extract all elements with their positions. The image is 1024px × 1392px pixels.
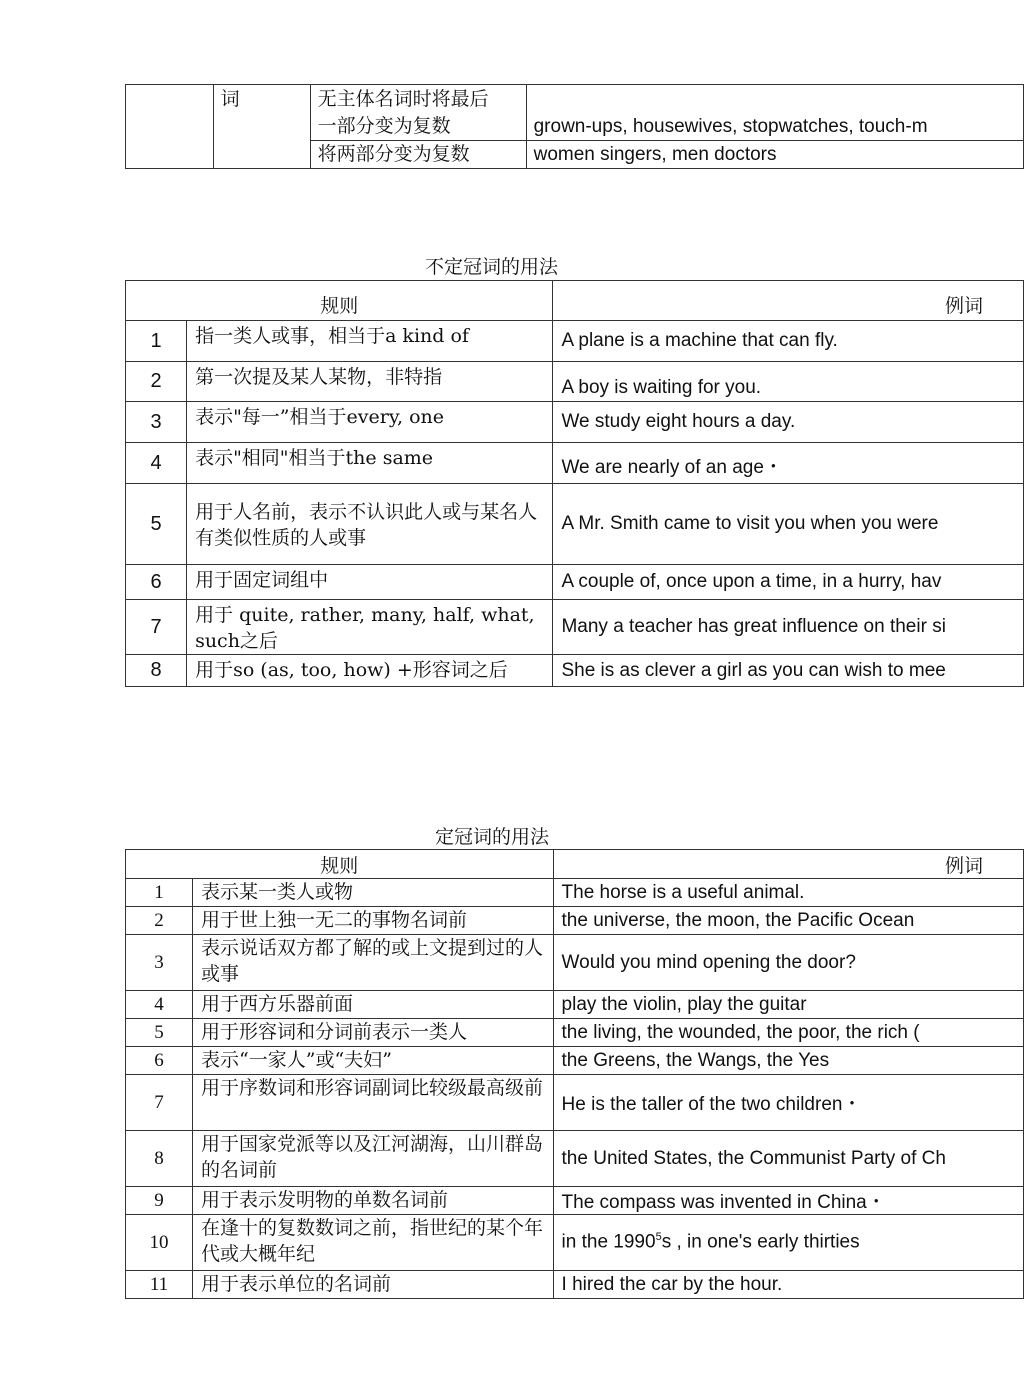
header-row	[126, 850, 1024, 879]
example-text-pre: in the 1990	[561, 1231, 656, 1253]
table-row	[126, 321, 1024, 362]
table-row	[126, 1019, 1024, 1047]
example-text: A plane is a machine that can fly.	[553, 321, 1024, 362]
indefinite-table-caption: 不定冠词的用法	[425, 256, 559, 278]
table-row	[126, 991, 1024, 1019]
rule-text: 用于固定词组中	[187, 565, 553, 600]
row-number: 11	[126, 1271, 193, 1299]
example-text: Would you mind opening the door?	[553, 935, 1023, 991]
example-text: the United States, the Communist Party of Ch	[553, 1131, 1023, 1187]
rule-text: 表示说话双方都了解的或上文提到过的人或事	[193, 935, 553, 991]
example-text: He is the taller of the two children・	[553, 1075, 1023, 1131]
table-row	[126, 1075, 1024, 1131]
category-cell	[213, 85, 310, 169]
rule-text: 表示"相同"相当于the same	[187, 443, 553, 484]
row-number: 5	[126, 1019, 193, 1047]
table-row	[126, 1131, 1024, 1187]
header-row	[126, 281, 1024, 321]
example-text: A boy is waiting for you.	[553, 362, 1024, 402]
example-text: A couple of, once upon a time, in a hurry, hav	[553, 565, 1024, 600]
rule-text: 表示"每一”相当于every, one	[187, 402, 553, 443]
example-text: The compass was invented in China・	[553, 1187, 1023, 1215]
rule-text: 指一类人或事，相当于a kind of	[187, 321, 553, 362]
rule-text: 在逢十的复数数词之前，指世纪的某个年代或大概年纪	[193, 1215, 553, 1271]
rule-text: 用于序数词和形容词副词比较级最高级前	[193, 1075, 553, 1131]
header-rule: 规则	[126, 281, 553, 321]
row-number: 2	[126, 362, 187, 402]
rule-cell	[310, 141, 526, 169]
rule-text: 用于西方乐器前面	[193, 991, 553, 1019]
row-number: 6	[126, 1047, 193, 1075]
rule-line: 将两部分变为复数	[317, 143, 470, 165]
example-text: grown-ups, housewives, stopwatches, touch-m	[533, 116, 928, 137]
example-text: She is as clever a girl as you can wish to mee	[553, 655, 1024, 687]
row-number: 5	[126, 484, 187, 565]
example-text: the living, the wounded, the poor, the rich (	[553, 1019, 1023, 1047]
empty-cell	[126, 85, 214, 169]
rule-text: 用于表示发明物的单数名词前	[193, 1187, 553, 1215]
header-rule: 规则	[126, 850, 554, 879]
row-number: 6	[126, 565, 187, 600]
table-row	[126, 1187, 1024, 1215]
row-number: 3	[126, 935, 193, 991]
table-row	[126, 1215, 1024, 1271]
rule-text: 第一次提及某人某物，非特指	[187, 362, 553, 402]
table-row	[126, 1047, 1024, 1075]
example-text: A Mr. Smith came to visit you when you were	[553, 484, 1024, 565]
example-cell	[526, 141, 1023, 169]
table-row	[126, 879, 1024, 907]
header-example: 例词	[553, 850, 1023, 879]
table-row	[126, 600, 1024, 655]
row-number: 2	[126, 907, 193, 935]
table-row	[126, 1271, 1024, 1299]
row-number: 3	[126, 402, 187, 443]
example-superscript: 5	[655, 1231, 662, 1244]
rule-text: 用于人名前，表示不认识此人或与某名人有类似性质的人或事	[187, 484, 553, 565]
row-number: 7	[126, 1075, 193, 1131]
rule-text: 用于so (as, too, how) +形容词之后	[187, 655, 553, 687]
example-text: The horse is a useful animal.	[553, 879, 1023, 907]
rule-text: 用于 quite, rather, many, half, what, such之后	[187, 600, 553, 655]
rule-text: 表示某一类人或物	[193, 879, 553, 907]
example-text: We study eight hours a day.	[553, 402, 1024, 443]
rule-text: 用于国家党派等以及江河湖海，山川群岛的名词前	[193, 1131, 553, 1187]
table-row	[126, 362, 1024, 402]
example-text: play the violin, play the guitar	[553, 991, 1023, 1019]
example-text-post: s , in one's early thirties	[661, 1231, 860, 1253]
table-row	[126, 907, 1024, 935]
table-row	[126, 402, 1024, 443]
example-text: Many a teacher has great influence on their si	[553, 600, 1024, 655]
row-number: 7	[126, 600, 187, 655]
rule-cell	[310, 85, 526, 141]
rule-text: 用于表示单位的名词前	[193, 1271, 553, 1299]
table-row	[126, 655, 1024, 687]
example-text: women singers, men doctors	[533, 143, 777, 165]
example-text: the universe, the moon, the Pacific Ocean	[553, 907, 1023, 935]
example-text: We are nearly of an age・	[553, 443, 1024, 484]
row-number: 1	[126, 879, 193, 907]
rule-line: 无主体名词时将最后	[317, 88, 489, 110]
rule-text: 用于世上独一无二的事物名词前	[193, 907, 553, 935]
header-example: 例词	[553, 281, 1024, 321]
row-number: 8	[126, 1131, 193, 1187]
definite-table-caption: 定冠词的用法	[435, 826, 550, 848]
table-row	[126, 443, 1024, 484]
row-number: 8	[126, 655, 187, 687]
row-number: 10	[126, 1215, 193, 1271]
table-row	[126, 935, 1024, 991]
category-label: 词	[220, 88, 240, 110]
compound-noun-plural-table	[125, 84, 1024, 169]
table-row	[126, 484, 1024, 565]
example-cell	[526, 85, 1023, 141]
row-number: 4	[126, 443, 187, 484]
row-number: 4	[126, 991, 193, 1019]
definite-article-table	[125, 849, 1024, 1299]
rule-text: 表示“一家人”或“夫妇”	[193, 1047, 553, 1075]
example-text	[553, 1215, 1023, 1271]
row-number: 9	[126, 1187, 193, 1215]
example-text: the Greens, the Wangs, the Yes	[553, 1047, 1023, 1075]
row-number: 1	[126, 321, 187, 362]
rule-text: 用于形容词和分词前表示一类人	[193, 1019, 553, 1047]
table-row	[126, 565, 1024, 600]
rule-line: 一部分变为复数	[317, 115, 451, 137]
indefinite-article-table	[125, 280, 1024, 687]
example-text: I hired the car by the hour.	[553, 1271, 1023, 1299]
